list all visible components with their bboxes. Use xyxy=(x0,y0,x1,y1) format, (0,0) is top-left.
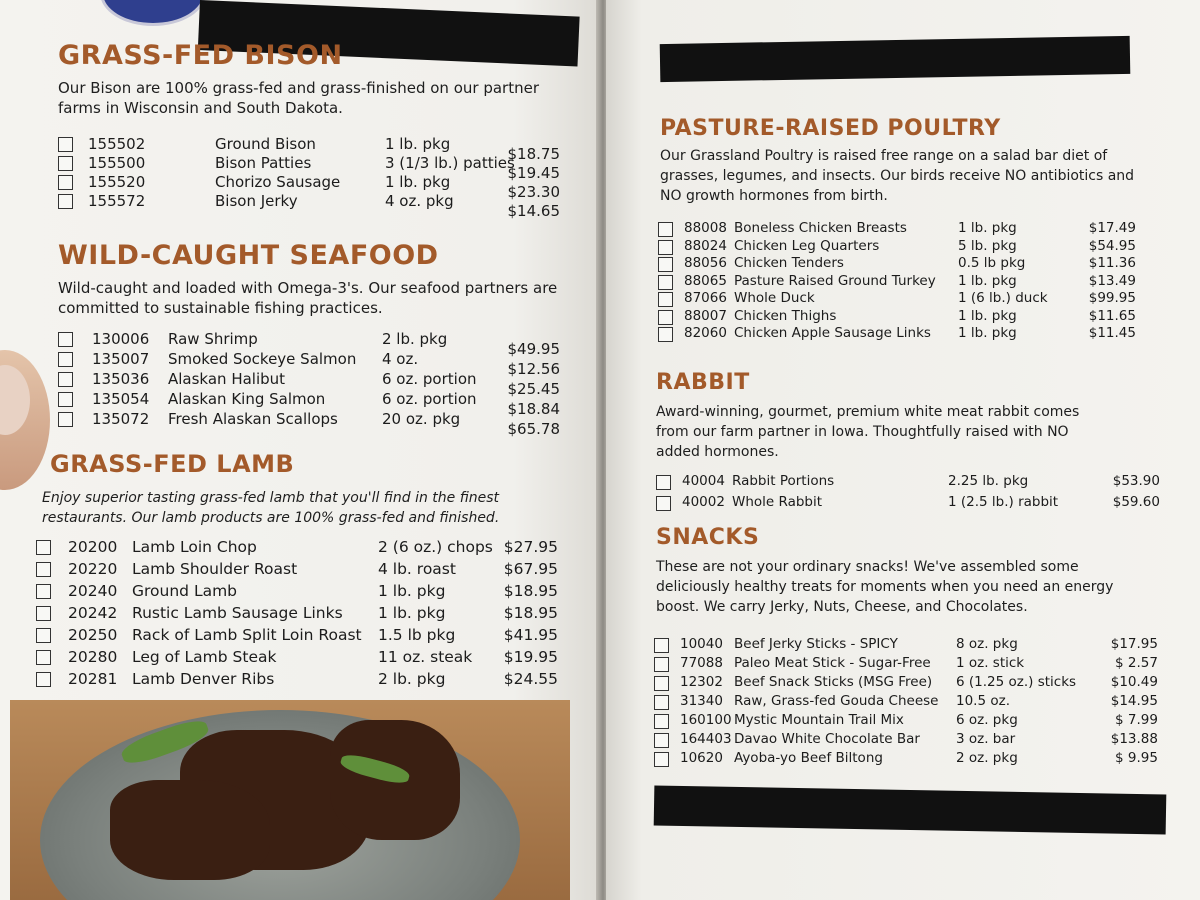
section-heading-poultry: PASTURE-RAISED POULTRY xyxy=(660,116,1001,141)
menu-item-row xyxy=(606,255,1146,273)
item-price: $18.75 xyxy=(507,145,560,163)
item-package-size: 10.5 oz. xyxy=(956,693,1010,709)
item-name: Lamb Shoulder Roast xyxy=(132,560,298,578)
lamb-rib-image xyxy=(110,780,270,880)
item-sku: 82060 xyxy=(684,325,727,341)
menu-item-row xyxy=(0,626,568,648)
item-name: Ground Bison xyxy=(215,135,316,153)
item-package-size: 1 lb. pkg xyxy=(958,272,1017,289)
section-desc-snacks: These are not your ordinary snacks! We've assembled some deliciously healthy treats for moments when you need an energy boost. We carry Jerky, Nuts, Cheese, and Chocolates. xyxy=(656,559,1114,615)
item-sku: 12302 xyxy=(680,674,723,690)
menu-item-row xyxy=(0,192,570,220)
item-price: $59.60 xyxy=(1112,494,1160,510)
menu-item-row xyxy=(606,712,1168,731)
item-sku: 20200 xyxy=(68,538,118,556)
item-package-size: 4 oz. xyxy=(382,350,419,368)
order-checkbox[interactable] xyxy=(654,752,669,767)
item-name: Chicken Thighs xyxy=(734,307,837,324)
item-package-size: 6 (1.25 oz.) sticks xyxy=(956,674,1077,690)
item-price: $11.45 xyxy=(1088,325,1136,341)
order-checkbox[interactable] xyxy=(58,137,73,152)
item-price: $14.95 xyxy=(1110,693,1158,709)
item-package-size: 11 oz. steak xyxy=(378,648,473,666)
menu-item-row xyxy=(606,750,1168,769)
menu-item-row xyxy=(0,582,568,604)
item-package-size: 4 oz. pkg xyxy=(385,192,454,210)
item-sku: 20280 xyxy=(68,648,118,666)
item-package-size: 2 oz. pkg xyxy=(956,750,1018,766)
item-sku: 155502 xyxy=(88,135,146,153)
item-sku: 40004 xyxy=(682,473,725,489)
section-desc-poultry: Our Grassland Poultry is raised free range on a salad bar diet of grasses, legumes, and insects. Our birds receive NO antibiotics and NO growth hormones from birth. xyxy=(660,148,1135,204)
order-checkbox[interactable] xyxy=(36,562,51,577)
item-sku: 88024 xyxy=(684,237,727,254)
menu-item-row xyxy=(0,370,570,398)
section-heading-snacks: SNACKS xyxy=(656,525,760,550)
item-sku: 155572 xyxy=(88,192,146,210)
item-sku: 88065 xyxy=(684,272,727,289)
menu-item-row xyxy=(606,325,1146,343)
item-name: Smoked Sockeye Salmon xyxy=(168,350,357,368)
item-package-size: 1 (2.5 lb.) rabbit xyxy=(948,494,1059,510)
item-sku: 164403 xyxy=(680,731,732,747)
item-price: $10.49 xyxy=(1110,674,1158,690)
item-price: $11.65 xyxy=(1088,307,1136,324)
item-price: $54.95 xyxy=(1088,237,1136,254)
item-price: $25.45 xyxy=(507,380,560,398)
section-heading-rabbit: RABBIT xyxy=(656,370,750,395)
order-checkbox[interactable] xyxy=(36,672,51,687)
item-sku: 20250 xyxy=(68,626,118,644)
menu-item-row xyxy=(0,330,570,358)
item-package-size: 2 (6 oz.) chops xyxy=(378,538,493,556)
item-name: Chorizo Sausage xyxy=(215,173,341,191)
item-price: $67.95 xyxy=(503,560,558,578)
item-package-size: 2.25 lb. pkg xyxy=(948,473,1029,489)
order-checkbox[interactable] xyxy=(36,606,51,621)
item-price: $19.95 xyxy=(503,648,558,666)
item-name: Rabbit Portions xyxy=(732,473,835,489)
item-package-size: 1 lb. pkg xyxy=(378,604,446,622)
item-name: Raw Shrimp xyxy=(168,330,258,348)
menu-item-row xyxy=(606,473,1170,494)
item-price: $ 7.99 xyxy=(1115,712,1158,728)
item-package-size: 4 lb. roast xyxy=(378,560,456,578)
menu-item-row xyxy=(0,350,570,378)
item-price: $18.84 xyxy=(507,400,560,418)
item-sku: 135054 xyxy=(92,390,150,408)
order-checkbox[interactable] xyxy=(36,540,51,555)
right-page xyxy=(606,0,1200,900)
item-package-size: 20 oz. pkg xyxy=(382,410,461,428)
order-checkbox[interactable] xyxy=(658,222,673,237)
item-package-size: 1 lb. pkg xyxy=(385,173,451,191)
item-price: $99.95 xyxy=(1088,290,1136,306)
menu-item-row xyxy=(606,655,1168,674)
item-sku: 20240 xyxy=(68,582,118,600)
item-package-size: 1 (6 lb.) duck xyxy=(958,290,1048,306)
lamb-ribs-photo xyxy=(10,700,570,900)
order-checkbox[interactable] xyxy=(658,257,673,272)
menu-item-row xyxy=(606,494,1170,515)
item-package-size: 1 lb. pkg xyxy=(378,582,446,600)
order-checkbox[interactable] xyxy=(654,733,669,748)
menu-item-row xyxy=(0,560,568,582)
menu-item-row xyxy=(606,273,1146,291)
item-name: Fresh Alaskan Scallops xyxy=(168,410,338,428)
item-sku: 20242 xyxy=(68,604,118,622)
item-price: $24.55 xyxy=(503,670,558,688)
item-sku: 10040 xyxy=(680,636,723,652)
section-desc-seafood: Wild-caught and loaded with Omega-3's. Our seafood partners are committed to sustainable fishing practices. xyxy=(58,279,558,317)
item-name: Leg of Lamb Steak xyxy=(132,648,277,666)
item-package-size: 6 oz. portion xyxy=(382,390,477,408)
item-package-size: 2 lb. pkg xyxy=(382,330,448,348)
menu-item-row xyxy=(606,636,1168,655)
item-name: Chicken Tenders xyxy=(734,255,844,271)
item-name: Pasture Raised Ground Turkey xyxy=(734,272,936,289)
item-sku: 135072 xyxy=(92,410,150,428)
item-price: $41.95 xyxy=(503,626,558,644)
order-checkbox[interactable] xyxy=(36,628,51,643)
item-price: $13.49 xyxy=(1088,272,1136,289)
item-package-size: 1 lb. pkg xyxy=(958,325,1017,341)
order-checkbox[interactable] xyxy=(654,638,669,653)
item-price: $17.49 xyxy=(1088,220,1136,236)
section-heading-lamb: GRASS-FED LAMB xyxy=(50,450,295,478)
item-price: $19.45 xyxy=(507,164,560,182)
item-name: Lamb Denver Ribs xyxy=(132,670,275,688)
item-package-size: 6 oz. pkg xyxy=(956,712,1018,728)
item-price: $65.78 xyxy=(507,420,560,438)
item-name: Chicken Leg Quarters xyxy=(734,237,880,254)
order-checkbox[interactable] xyxy=(58,332,73,347)
item-package-size: 3 (1/3 lb.) patties xyxy=(385,154,515,172)
menu-item-row xyxy=(0,670,568,692)
item-name: Alaskan King Salmon xyxy=(168,390,326,408)
item-name: Beef Jerky Sticks - SPICY xyxy=(734,636,898,652)
order-checkbox[interactable] xyxy=(654,676,669,691)
item-package-size: 0.5 lb pkg xyxy=(958,255,1026,271)
brand-logo-seal xyxy=(100,0,206,26)
item-sku: 155500 xyxy=(88,154,146,172)
item-price: $53.90 xyxy=(1112,473,1160,489)
item-sku: 160100 xyxy=(680,712,732,728)
menu-item-row xyxy=(606,731,1168,750)
order-checkbox[interactable] xyxy=(58,175,73,190)
order-checkbox[interactable] xyxy=(58,412,73,427)
item-sku: 20220 xyxy=(68,560,118,578)
item-sku: 88056 xyxy=(684,255,727,271)
order-checkbox[interactable] xyxy=(658,310,673,325)
menu-item-row xyxy=(606,308,1146,326)
item-sku: 135007 xyxy=(92,350,150,368)
menu-item-row xyxy=(606,674,1168,693)
section-heading-bison: GRASS-FED BISON xyxy=(58,40,343,71)
order-checkbox[interactable] xyxy=(658,292,673,307)
order-checkbox[interactable] xyxy=(58,194,73,209)
item-package-size: 2 lb. pkg xyxy=(378,670,446,688)
order-checkbox[interactable] xyxy=(58,352,73,367)
menu-item-row xyxy=(0,538,568,560)
order-checkbox[interactable] xyxy=(36,584,51,599)
order-checkbox[interactable] xyxy=(36,650,51,665)
item-name: Mystic Mountain Trail Mix xyxy=(734,712,904,728)
item-name: Boneless Chicken Breasts xyxy=(734,220,907,236)
menu-item-row xyxy=(0,390,570,418)
item-sku: 155520 xyxy=(88,173,146,191)
item-name: Alaskan Halibut xyxy=(168,370,286,388)
item-sku: 77088 xyxy=(680,655,723,671)
item-package-size: 1.5 lb pkg xyxy=(378,626,456,644)
item-price: $18.95 xyxy=(503,582,558,600)
item-price: $49.95 xyxy=(507,340,560,358)
item-price: $23.30 xyxy=(507,183,560,201)
item-name: Lamb Loin Chop xyxy=(132,538,257,556)
item-price: $18.95 xyxy=(503,604,558,622)
item-name: Bison Patties xyxy=(215,154,312,172)
item-package-size: 1 lb. pkg xyxy=(958,220,1017,236)
order-checkbox[interactable] xyxy=(58,392,73,407)
section-desc-rabbit: Award-winning, gourmet, premium white meat rabbit comes from our farm partner in Iowa. Thoughtfully raised with NO added hormones. xyxy=(656,404,1080,460)
order-checkbox[interactable] xyxy=(656,496,671,511)
order-checkbox[interactable] xyxy=(58,156,73,171)
menu-item-row xyxy=(0,604,568,626)
item-package-size: 6 oz. portion xyxy=(382,370,477,388)
item-name: Raw, Grass-fed Gouda Cheese xyxy=(734,693,939,709)
order-checkbox[interactable] xyxy=(658,275,673,290)
item-price: $11.36 xyxy=(1088,255,1136,271)
order-checkbox[interactable] xyxy=(656,475,671,490)
menu-item-row xyxy=(606,290,1146,308)
item-sku: 88007 xyxy=(684,307,727,324)
section-desc-bison: Our Bison are 100% grass-fed and grass-finished on our partner farms in Wisconsin and South Dakota. xyxy=(58,79,539,117)
item-sku: 20281 xyxy=(68,670,118,688)
item-sku: 135036 xyxy=(92,370,150,388)
menu-item-row xyxy=(0,648,568,670)
item-price: $14.65 xyxy=(507,202,560,220)
item-name: Ayoba-yo Beef Biltong xyxy=(734,750,883,766)
item-name: Rustic Lamb Sausage Links xyxy=(132,604,343,622)
item-name: Beef Snack Sticks (MSG Free) xyxy=(734,674,933,690)
item-package-size: 3 oz. bar xyxy=(956,731,1016,747)
menu-item-row xyxy=(606,693,1168,712)
item-package-size: 1 oz. stick xyxy=(956,655,1025,671)
item-name: Bison Jerky xyxy=(215,192,298,210)
order-checkbox[interactable] xyxy=(658,240,673,255)
order-checkbox[interactable] xyxy=(654,714,669,729)
black-divider-bar xyxy=(654,786,1167,835)
item-price: $ 9.95 xyxy=(1115,750,1158,766)
item-package-size: 8 oz. pkg xyxy=(956,636,1018,652)
order-checkbox[interactable] xyxy=(654,657,669,672)
item-sku: 31340 xyxy=(680,693,723,709)
item-name: Whole Rabbit xyxy=(732,494,823,510)
item-name: Chicken Apple Sausage Links xyxy=(734,325,931,341)
black-divider-bar xyxy=(660,36,1131,82)
item-price: $17.95 xyxy=(1110,636,1158,652)
menu-item-row xyxy=(606,220,1146,238)
item-price: $13.88 xyxy=(1110,731,1158,747)
item-price: $ 2.57 xyxy=(1115,655,1158,671)
item-sku: 130006 xyxy=(92,330,150,348)
order-checkbox[interactable] xyxy=(654,695,669,710)
item-sku: 87066 xyxy=(684,290,727,306)
item-price: $27.95 xyxy=(503,538,558,556)
item-package-size: 5 lb. pkg xyxy=(958,237,1017,254)
item-sku: 40002 xyxy=(682,494,725,510)
order-checkbox[interactable] xyxy=(58,372,73,387)
menu-item-row xyxy=(606,238,1146,256)
item-name: Paleo Meat Stick - Sugar-Free xyxy=(734,655,931,671)
item-price: $12.56 xyxy=(507,360,560,378)
section-heading-seafood: WILD-CAUGHT SEAFOOD xyxy=(58,240,439,271)
section-desc-lamb: Enjoy superior tasting grass-fed lamb that you'll find in the finest restaurants. Our lamb products are 100% grass-fed and finished. xyxy=(42,490,500,526)
item-package-size: 1 lb. pkg xyxy=(958,307,1017,324)
item-name: Ground Lamb xyxy=(132,582,238,600)
item-name: Davao White Chocolate Bar xyxy=(734,731,920,747)
item-name: Whole Duck xyxy=(734,290,815,306)
order-checkbox[interactable] xyxy=(658,327,673,342)
item-sku: 10620 xyxy=(680,750,723,766)
item-name: Rack of Lamb Split Loin Roast xyxy=(132,626,362,644)
item-sku: 88008 xyxy=(684,220,727,236)
menu-item-row xyxy=(0,410,570,438)
item-package-size: 1 lb. pkg xyxy=(385,135,451,153)
